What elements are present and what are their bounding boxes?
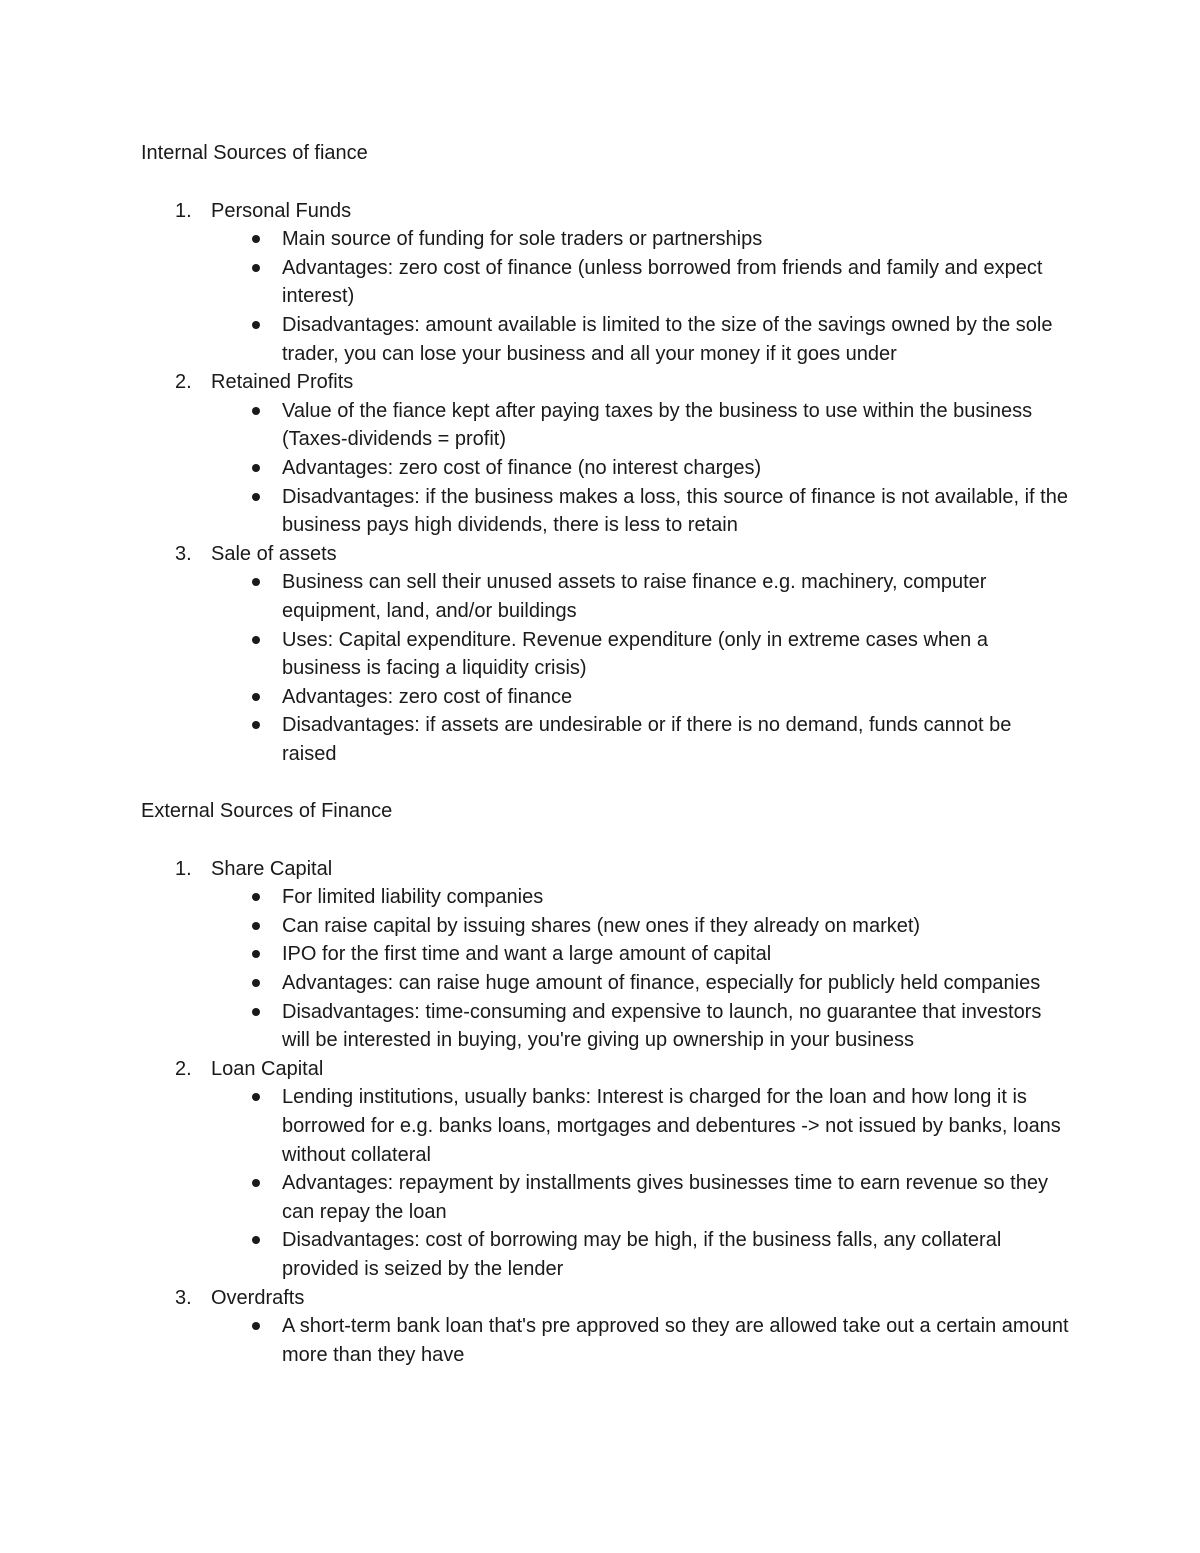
- bullet-icon: [252, 1179, 260, 1187]
- bullet-item: Disadvantages: if assets are undesirable or if there is no demand, funds cannot be raised: [141, 711, 1071, 768]
- section-heading: External Sources of Finance: [141, 800, 393, 823]
- item-number: 2.: [175, 1057, 192, 1080]
- document-page: [141, 139, 1071, 1369]
- numbered-list: [141, 197, 1071, 769]
- list-item: [141, 368, 1071, 540]
- bullet-icon: [252, 922, 260, 930]
- section-external: [141, 797, 1071, 1369]
- bullet-icon: [252, 407, 260, 415]
- bullet-icon: [252, 578, 260, 586]
- bullet-icon: [252, 979, 260, 987]
- bullet-icon: [252, 1322, 260, 1330]
- bullet-item: Value of the fiance kept after paying taxes by the business to use within the business (Taxes-dividends = profit): [141, 397, 1071, 454]
- item-number: 3.: [175, 542, 192, 565]
- numbered-list: [141, 855, 1071, 1370]
- section-internal: [141, 139, 1071, 768]
- bullet-item: IPO for the first time and want a large amount of capital: [141, 940, 1071, 969]
- list-item: [141, 540, 1071, 769]
- item-title: Sale of assets: [211, 542, 337, 565]
- bullet-icon: [252, 721, 260, 729]
- bullet-icon: [252, 493, 260, 501]
- item-number: 2.: [175, 371, 192, 394]
- bullet-icon: [252, 235, 260, 243]
- list-item: [141, 855, 1071, 1055]
- bullet-icon: [252, 1236, 260, 1244]
- bullet-item: Advantages: can raise huge amount of finance, especially for publicly held companies: [141, 969, 1071, 998]
- list-item: [141, 1284, 1071, 1370]
- bullet-item: Disadvantages: if the business makes a loss, this source of finance is not available, if the business pays high dividends, there is less to retain: [141, 483, 1071, 540]
- bullet-item: Can raise capital by issuing shares (new ones if they already on market): [141, 912, 1071, 941]
- bullet-item: Uses: Capital expenditure. Revenue expenditure (only in extreme cases when a business is facing a liquidity crisis): [141, 626, 1071, 683]
- bullet-item: Business can sell their unused assets to raise finance e.g. machinery, computer equipment, land, and/or buildings: [141, 568, 1071, 625]
- item-number: 1.: [175, 857, 192, 880]
- bullet-icon: [252, 264, 260, 272]
- list-item: [141, 1055, 1071, 1284]
- bullet-icon: [252, 693, 260, 701]
- bullet-item: For limited liability companies: [141, 883, 1071, 912]
- bullet-item: Disadvantages: time-consuming and expensive to launch, no guarantee that investors will be interested in buying, you're giving up ownership in your business: [141, 998, 1071, 1055]
- bullet-item: Advantages: zero cost of finance (no interest charges): [141, 454, 1071, 483]
- bullet-icon: [252, 893, 260, 901]
- bullet-item: Main source of funding for sole traders or partnerships: [141, 225, 1071, 254]
- bullet-icon: [252, 464, 260, 472]
- item-title: Personal Funds: [211, 199, 352, 222]
- section-heading: Internal Sources of fiance: [141, 142, 368, 164]
- item-title: Share Capital: [211, 857, 333, 880]
- bullet-icon: [252, 950, 260, 958]
- bullet-item: Disadvantages: cost of borrowing may be high, if the business falls, any collateral provided is seized by the lender: [141, 1226, 1071, 1283]
- bullet-item: Advantages: repayment by installments gives businesses time to earn revenue so they can repay the loan: [141, 1169, 1071, 1226]
- item-title: Overdrafts: [211, 1286, 305, 1309]
- item-title: Loan Capital: [211, 1057, 324, 1080]
- bullet-icon: [252, 1008, 260, 1016]
- bullet-icon: [252, 1093, 260, 1101]
- bullet-icon: [252, 321, 260, 329]
- item-number: 3.: [175, 1286, 192, 1309]
- list-item: [141, 197, 1071, 369]
- item-title: Retained Profits: [211, 371, 354, 394]
- bullet-item: Lending institutions, usually banks: Interest is charged for the loan and how long it is borrowed for e.g. banks loans, mortgages and debentures -> not issued by banks, loans without collateral: [141, 1083, 1071, 1169]
- bullet-item: A short-term bank loan that's pre approved so they are allowed take out a certain amount more than they have: [141, 1312, 1071, 1369]
- item-number: 1.: [175, 199, 192, 222]
- bullet-item: Advantages: zero cost of finance (unless borrowed from friends and family and expect interest): [141, 254, 1071, 311]
- bullet-item: Disadvantages: amount available is limited to the size of the savings owned by the sole trader, you can lose your business and all your money if it goes under: [141, 311, 1071, 368]
- bullet-icon: [252, 636, 260, 644]
- bullet-item: Advantages: zero cost of finance: [141, 683, 1071, 712]
